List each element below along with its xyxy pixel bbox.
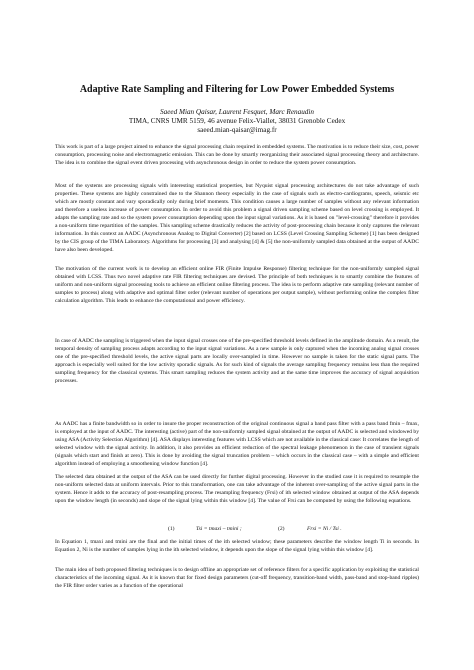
paragraph-3: The motivation of the current work is to develop an efficient online FIR (Finite Impulse Response) filtering technique for the non-uniformly sampled signal obtained with LCSS. Thus two novel adaptive rate FIR filtering techniques are devised. The principle of both techniques is to smartly combine the features of uniform and non-uniform signal processing tools to achieve an efficient online filtering process. The idea is to perform adaptive rate sampling (relevant number of samples to process) along with adaptive and optimal filter order (relevant number of operations per output sample), without performing online the complex filter calculation algorithm. This leads to enhance the computational and power efficiency. <box>55 266 419 304</box>
paragraph-5: As AADC has a finite bandwidth so in order to insure the proper reconstruction of the original continuous signal a band pass filter with a pass band fmin – fmax, is employed at the input of AADC. The interesting (active) part of the non-uniformly sampled signal obtained at the output of AADC is selected and windowed by using ASA (Activity Selection Algorithm) [4]. ASA displays interesting features with LCSS which are not available in the classical case: It correlates the length of selected window with the signal activity. In addition, it also provides an efficient reduction of the spectral leakage phenomenon in the case of transient signals (signals which start and finish at zero). This is done by avoiding the signal truncation problem – which occurs in the classical case – with a simple and efficient algorithm instead of employing a smoothening window function [4]. <box>55 421 419 467</box>
paper-title: Adaptive Rate Sampling and Filtering for Low Power Embedded Systems <box>79 84 395 95</box>
equation-1-number: (1) <box>168 526 175 532</box>
author-email: saeed.mian-qaisar@imag.fr <box>197 126 277 134</box>
paragraph-2: Most of the systems are processing signals with interesting statistical properties, but Nyquist signal processing architectures do not take advantage of such properties. These systems are highly constrained due to the Shannon theory especially in the case of signals such as electro-cardiograms, speech, seismic etc which are mostly constant and vary sporadically only during brief moments. This condition causes a large number of samples without any relevant information and therefore a useless increase of power consumption. In order to avoid this problem a signal driven sampling scheme based on level crossing is employed. It adapts the sampling rate and so the system power consumption depending upon the input signal variations. As it is based on "level-crossing" therefore it provides a non-uniform time repartition of the samples. This sampling scheme drastically reduces the activity of post-processing chain because it only captures the relevant information. In this context an AADC (Asynchronous Analog to Digital Converter) [2] based on LCSS (Level Crossing Sampling Scheme) [1] has been designed by the CIS group of the TIMA Laboratory. Algorithms for processing [3] and analysing [4] & [5] the non-uniformly sampled data obtained at the output of AADC have also been developed. <box>55 183 419 253</box>
equation-2-number: (2) <box>278 526 285 532</box>
paragraph-6: The selected data obtained at the output of the ASA can be used directly for further digital processing. However in the studied case it is required to resample the non-uniform selected data at uniform intervals. Prior to this transformation, one can take advantage of the inherent over-sampling of the active signal parts in the system. Hence it adds to the accuracy of post-resampling process. The resampling frequency (Frsi) of ith selected window obtained at output of the ASA depends upon the window length (in seconds) and slope of the signal lying within this window [4]. The value of Frsi can be computed by using the following equations. <box>55 474 419 504</box>
equation-2: Frsi = Ni / Tsi . <box>307 526 342 532</box>
equation-row <box>55 526 419 534</box>
paragraph-1: This work is part of a large project aimed to enhance the signal processing chain required in embedded systems. The motivation is to reduce their size, cost, power consumption, processing noise and electromagnetic emission. This can be done by smartly reorganizing their associated signal processing theory and architecture. The idea is to combine the signal event driven processing with asynchronous design in order to reduce the system power consumption. <box>55 144 419 166</box>
author-list: Saeed Mian Qaisar, Laurent Fesquet, Marc Renaudin <box>160 108 314 116</box>
paragraph-7: In Equation 1, tmaxi and tmini are the final and the initial times of the ith selected window; these parameters describe the window length Ti in seconds. In Equation 2, Ni is the number of samples lying in the ith selected window, it depends upon the slope of the signal lying within this window [4]. <box>55 539 419 553</box>
paragraph-4: In case of AADC the sampling is triggered when the input signal crosses one of the pre-specified threshold levels defined in the amplitude domain. As a result, the temporal density of sampling process adapts according to the input signal variations. As a new sample is only captured when the incoming analog signal crosses one of the pre-specified threshold levels, the active signal parts are locally over-sampled in time. However no sample is taken for the static signal parts. The approach is especially well suited for the low activity sporadic signals. As for such kind of signals the average sampling frequency remains less than the required sampling frequency for the classical systems. This smart sampling reduces the system activity and at the same time improves the accuracy of signal acquisition processes. <box>55 338 419 384</box>
equation-1: Tsi = tmaxi – tmini ; <box>196 526 242 532</box>
affiliation: TIMA, CNRS UMR 5159, 46 avenue Felix-Viallet, 38031 Grenoble Cedex <box>128 117 346 125</box>
paragraph-8: The main idea of both proposed filtering techniques is to design offline an appropriate set of reference filters for a specific application by exploiting the statistical characteristics of the incoming signal. As it is known that for fixed design parameters (cut-off frequency, transition-band width, pass-band and stop-band ripples) the FIR filter order varies as a function of the operational <box>55 567 419 589</box>
